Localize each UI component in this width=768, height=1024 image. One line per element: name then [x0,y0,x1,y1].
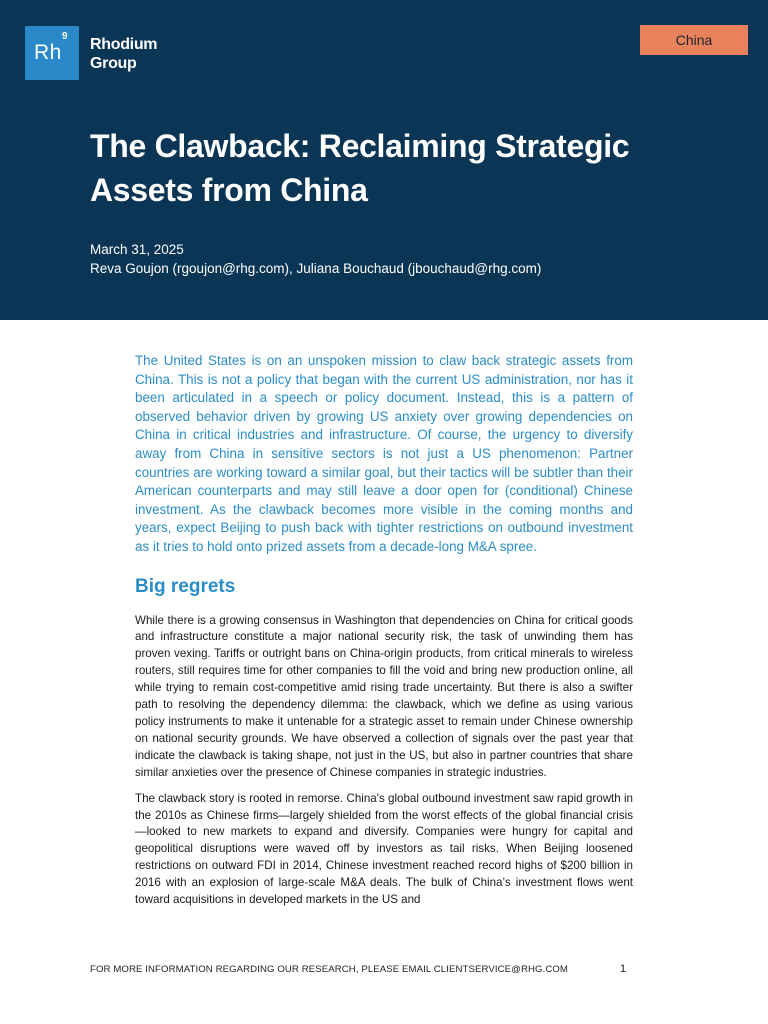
page-number: 1 [620,963,627,975]
body-paragraph-2: The clawback story is rooted in remorse. China's global outbound investment saw rapid growth in the 2010s as Chinese firms—largely shielded from the worst effects of the global financial crisis—looked to new markets to expand and diversify. Companies were hungry for capital and geopolitical disruptions were waved off by investors as tail risks. When Beijing loosened restrictions on outward FDI in 2014, Chinese investment reached record highs of $200 billion in 2016 with an explosion of large-scale M&A deals. The bulk of China’s investment flows went toward acquisitions in developed markets in the US and [135,791,633,907]
topic-tag-china[interactable]: China [640,25,748,55]
logo-wordmark[interactable] [90,35,157,73]
authors-line: Reva Goujon (rgoujon@rhg.com), Juliana Bouchaud (jbouchaud@rhg.com) [90,261,542,276]
logo-name-line2: Group [90,55,137,72]
publication-date: March 31, 2025 [90,242,184,257]
logo-name-line1: Rhodium [90,36,158,53]
lead-paragraph: The United States is on an unspoken mission to claw back strategic assets from China. This is not a policy that began with the current US administration, nor has it been articulated in a speech or policy document. Instead, this is a pattern of observed behavior driven by growing US anxiety over growing dependencies on China in critical industries and infrastructure. Of course, the urgency to diversify away from China in sensitive sectors is not just a US phenomenon: Partner countries are working toward a similar goal, but their tactics will be subtler than their American counterparts and may still leave a door open for (conditional) Chinese investment. As the clawback becomes more visible in the coming months and years, expect Beijing to push back with tighter restrictions on outbound investment as it tries to hold onto prized assets from a decade-long M&A spree. [135,353,633,554]
section-heading: Big regrets [135,575,236,597]
logo-superscript: 9 [62,31,68,42]
rhodium-logo-mark[interactable] [25,26,79,80]
report-body [135,352,633,909]
report-header [0,0,768,320]
report-title: The Clawback: Reclaiming Strategic Assets from China [90,128,630,208]
logo-mark-text: Rh [34,41,62,64]
footer-contact-text: FOR MORE INFORMATION REGARDING OUR RESEARCH, PLEASE EMAIL CLIENTSERVICE@RHG.COM [90,964,569,975]
body-paragraph-1: While there is a growing consensus in Washington that dependencies on China for critical goods and infrastructure constitute a major national security risk, the task of unwinding them has proven vexing. Tariffs or outright bans on China-origin products, from critical minerals to wireless routers, still requires time for other companies to fill the void and bring new production online, all while trying to remain cost-competitive amid rising trade uncertainty. But there is also a swifter path to resolving the dependency dilemma: the clawback, which we define as using various policy instruments to make it untenable for a strategic asset to remain under Chinese ownership on national security grounds. We have observed a collection of signals over the past year that indicate the clawback is taking shape, not just in the US, but also in partner countries that share similar anxieties over the presence of Chinese companies in strategic industries. [135,613,633,779]
